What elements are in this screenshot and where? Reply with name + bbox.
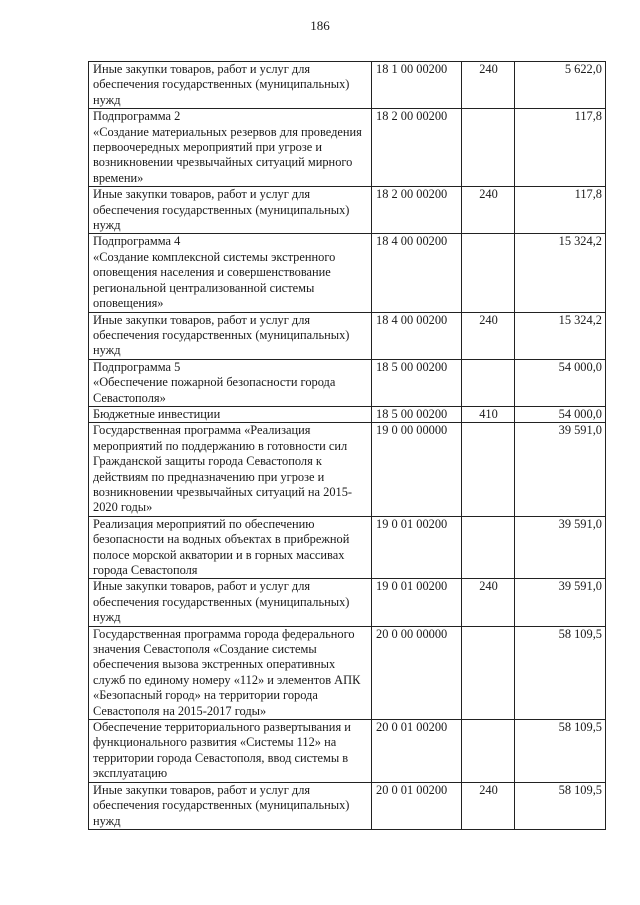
row-sum-cell: 54 000,0 bbox=[515, 406, 606, 422]
table-row bbox=[89, 720, 606, 783]
row-name-cell: Подпрограмма 2 «Создание материальных резервов для проведения первоочередных мероприятий при угрозе и возникновении чрезвычайных ситуаций мирного времени» bbox=[89, 109, 372, 187]
row-code-cell: 18 2 00 00200 bbox=[372, 109, 462, 187]
table-row bbox=[89, 187, 606, 234]
row-sum-cell: 39 591,0 bbox=[515, 516, 606, 579]
row-name-cell: Бюджетные инвестиции bbox=[89, 406, 372, 422]
table-row bbox=[89, 406, 606, 422]
row-sum-cell: 39 591,0 bbox=[515, 423, 606, 516]
row-code-cell: 20 0 00 00000 bbox=[372, 626, 462, 719]
budget-table bbox=[88, 61, 606, 830]
row-name-cell: Иные закупки товаров, работ и услуг для обеспечения государственных (муниципальных) нужд bbox=[89, 579, 372, 626]
row-type-cell bbox=[462, 234, 515, 312]
row-name-cell: Иные закупки товаров, работ и услуг для обеспечения государственных (муниципальных) нужд bbox=[89, 187, 372, 234]
row-type-cell bbox=[462, 359, 515, 406]
row-code-cell: 18 1 00 00200 bbox=[372, 62, 462, 109]
row-type-cell: 240 bbox=[462, 187, 515, 234]
row-sum-cell: 117,8 bbox=[515, 109, 606, 187]
row-code-cell: 19 0 00 00000 bbox=[372, 423, 462, 516]
row-type-cell bbox=[462, 720, 515, 783]
table-row bbox=[89, 579, 606, 626]
budget-table-body bbox=[89, 62, 606, 830]
row-code-cell: 20 0 01 00200 bbox=[372, 720, 462, 783]
row-code-cell: 18 2 00 00200 bbox=[372, 187, 462, 234]
table-row bbox=[89, 516, 606, 579]
table-row bbox=[89, 312, 606, 359]
row-sum-cell: 117,8 bbox=[515, 187, 606, 234]
row-name-cell: Государственная программа «Реализация мероприятий по поддержанию в готовности сил Гражданской защиты города Севастополя к действиям по предназначению при угрозе и возникновении чрезвычайных ситуаций на 2015-2020 годы» bbox=[89, 423, 372, 516]
table-row bbox=[89, 782, 606, 829]
row-sum-cell: 54 000,0 bbox=[515, 359, 606, 406]
row-sum-cell: 58 109,5 bbox=[515, 782, 606, 829]
row-name-cell: Реализация мероприятий по обеспечению безопасности на водных объектах в прибрежной полосе морской акватории и в горных массивах города Севастополя bbox=[89, 516, 372, 579]
row-type-cell bbox=[462, 109, 515, 187]
row-type-cell: 240 bbox=[462, 312, 515, 359]
row-type-cell bbox=[462, 516, 515, 579]
row-name-cell: Иные закупки товаров, работ и услуг для обеспечения государственных (муниципальных) нужд bbox=[89, 782, 372, 829]
table-row bbox=[89, 62, 606, 109]
row-sum-cell: 5 622,0 bbox=[515, 62, 606, 109]
row-type-cell: 240 bbox=[462, 579, 515, 626]
table-row bbox=[89, 359, 606, 406]
row-code-cell: 18 5 00 00200 bbox=[372, 359, 462, 406]
row-sum-cell: 58 109,5 bbox=[515, 626, 606, 719]
row-name-cell: Иные закупки товаров, работ и услуг для обеспечения государственных (муниципальных) нужд bbox=[89, 62, 372, 109]
row-name-cell: Государственная программа города федерального значения Севастополя «Создание системы обеспечения вызова экстренных оперативных служб по единому номеру «112» и элементов АПК «Безопасный город» на территории города Севастополя на 2015-2017 годы» bbox=[89, 626, 372, 719]
row-type-cell: 410 bbox=[462, 406, 515, 422]
row-name-cell: Подпрограмма 4 «Создание комплексной системы экстренного оповещения населения и совершенствование региональной централизованной системы оповещения» bbox=[89, 234, 372, 312]
table-row bbox=[89, 234, 606, 312]
row-name-cell: Иные закупки товаров, работ и услуг для обеспечения государственных (муниципальных) нужд bbox=[89, 312, 372, 359]
row-code-cell: 18 5 00 00200 bbox=[372, 406, 462, 422]
row-type-cell bbox=[462, 626, 515, 719]
row-sum-cell: 15 324,2 bbox=[515, 234, 606, 312]
row-type-cell: 240 bbox=[462, 62, 515, 109]
row-code-cell: 19 0 01 00200 bbox=[372, 516, 462, 579]
row-type-cell: 240 bbox=[462, 782, 515, 829]
table-row bbox=[89, 109, 606, 187]
row-name-cell: Подпрограмма 5 «Обеспечение пожарной безопасности города Севастополя» bbox=[89, 359, 372, 406]
row-code-cell: 18 4 00 00200 bbox=[372, 312, 462, 359]
table-row bbox=[89, 423, 606, 516]
row-type-cell bbox=[462, 423, 515, 516]
page-number: 186 bbox=[310, 18, 330, 33]
row-code-cell: 19 0 01 00200 bbox=[372, 579, 462, 626]
table-row bbox=[89, 626, 606, 719]
row-sum-cell: 39 591,0 bbox=[515, 579, 606, 626]
row-code-cell: 20 0 01 00200 bbox=[372, 782, 462, 829]
row-sum-cell: 58 109,5 bbox=[515, 720, 606, 783]
row-name-cell: Обеспечение территориального развертывания и функционального развития «Системы 112» на территории города Севастополя, ввод системы в эксплуатацию bbox=[89, 720, 372, 783]
row-sum-cell: 15 324,2 bbox=[515, 312, 606, 359]
row-code-cell: 18 4 00 00200 bbox=[372, 234, 462, 312]
